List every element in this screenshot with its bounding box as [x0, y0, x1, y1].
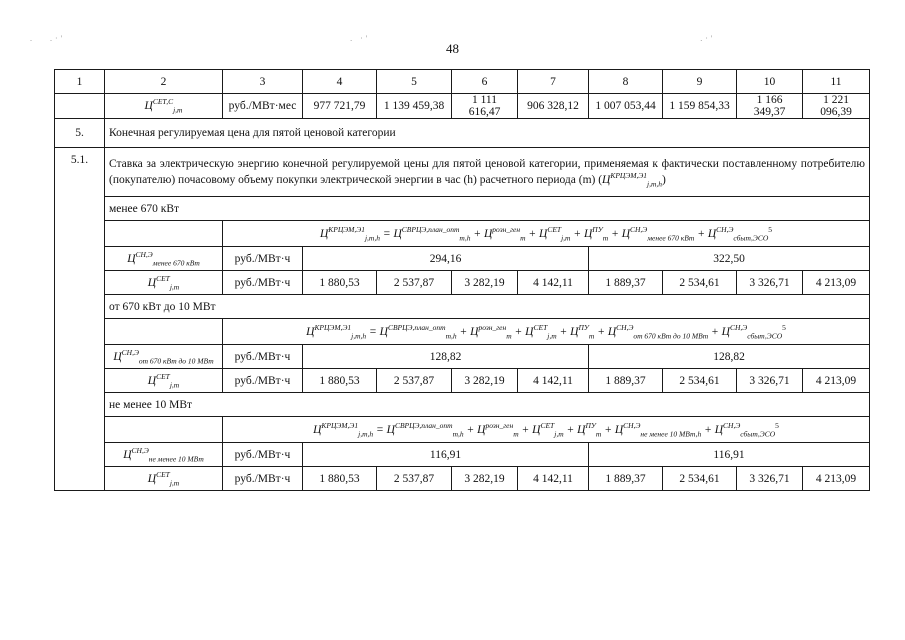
sn-value-half2: 128,82 — [589, 345, 870, 369]
header-cell: 9 — [663, 70, 737, 94]
value-cell: 2 537,87 — [377, 467, 452, 491]
header-cell: 1 — [55, 70, 105, 94]
scan-specks: . .·' . ·' .·' — [30, 34, 716, 43]
formula-row — [55, 417, 870, 443]
symbol-cell: $Ц^{СН,Э}_{от 670 кВт до 10 МВт}$ — [105, 345, 223, 369]
formula-row — [55, 319, 870, 345]
header-cell: 7 — [518, 70, 589, 94]
sn-value-half1: 128,82 — [303, 345, 589, 369]
value-cell: 906 328,12 — [518, 94, 589, 119]
page-number: 48 — [446, 41, 459, 56]
value-cell: 977 721,79 — [303, 94, 377, 119]
value-cell: 3 326,71 — [737, 369, 803, 393]
value-cell: 3 326,71 — [737, 467, 803, 491]
section-description — [105, 148, 870, 197]
value-cell: 1 007 053,44 — [589, 94, 663, 119]
value-cell: 3 326,71 — [737, 271, 803, 295]
formula-row — [55, 221, 870, 247]
group-label: менее 670 кВт — [105, 197, 870, 221]
header-cell: 11 — [803, 70, 870, 94]
value-cell: 2 534,61 — [663, 369, 737, 393]
empty-cell — [105, 417, 223, 443]
value-cell: 1 111 616,47 — [452, 94, 518, 119]
value-cell: 1 139 459,38 — [377, 94, 452, 119]
sn-row — [55, 247, 870, 271]
header-cell: 8 — [589, 70, 663, 94]
group-label: не менее 10 МВт — [105, 393, 870, 417]
symbol-sup: СЕТ,С — [152, 97, 174, 107]
unit-cell: руб./МВт·ч — [223, 271, 303, 295]
set-row — [55, 369, 870, 393]
value-cell: 1 889,37 — [589, 271, 663, 295]
value-cell: 4 142,11 — [518, 369, 589, 393]
value-cell: 1 880,53 — [303, 271, 377, 295]
symbol-cell: $Ц^{СН,Э}_{менее 670 кВт}$ — [105, 247, 223, 271]
section-description-end: ) — [662, 174, 666, 186]
value-cell: 3 282,19 — [452, 369, 518, 393]
value-cell: 2 534,61 — [663, 467, 737, 491]
empty-cell — [55, 94, 105, 119]
symbol-cell: $Ц^{СЕТ}_{j,m}$ — [105, 369, 223, 393]
symbol-cell: $Ц^{СН,Э}_{не менее 10 МВт}$ — [105, 443, 223, 467]
value-cell: 1 889,37 — [589, 369, 663, 393]
value-cell: 4 213,09 — [803, 467, 870, 491]
symbol-cell: $Ц^{СЕТ}_{j,m}$ — [105, 467, 223, 491]
cset-c-row — [55, 94, 870, 119]
formula: $Ц^{КРЦЭМ,Э1}_{j,m,h} = Ц^{СВРЦЭ,план\_опт}_{m,h} + Ц^{розн\_ген}_m + Ц^{СЕТ}_{j,m} + Ц^{ПУ}_m + Ц^{СН,Э}_{не менее 10 МВт,h} + Ц^{СН,Э}_{сбыт,ЭСО}^5$ — [223, 417, 870, 443]
unit-cell: руб./МВт·ч — [223, 443, 303, 467]
group-label-row — [55, 295, 870, 319]
header-cell: 6 — [452, 70, 518, 94]
header-cell: 2 — [105, 70, 223, 94]
value-cell: 4 142,11 — [518, 467, 589, 491]
unit-cell: руб./МВт·ч — [223, 369, 303, 393]
section-number: 5.1. — [55, 148, 105, 491]
symbol-cell: $Ц^{СЕТ}_{j,m}$ — [105, 271, 223, 295]
header-cell: 5 — [377, 70, 452, 94]
value-cell: 1 880,53 — [303, 369, 377, 393]
section-title: Конечная регулируемая цена для пятой ценовой категории — [105, 119, 870, 148]
group-label-row — [55, 393, 870, 417]
sn-row — [55, 443, 870, 467]
value-cell: 1 166 349,37 — [737, 94, 803, 119]
unit-cell: руб./МВт·ч — [223, 345, 303, 369]
header-cell: 10 — [737, 70, 803, 94]
header-cell: 4 — [303, 70, 377, 94]
tariff-table — [54, 69, 870, 491]
value-cell: 2 537,87 — [377, 271, 452, 295]
symbol-sup: КРЦЭМ,Э1 — [610, 171, 648, 181]
sn-value-half1: 116,91 — [303, 443, 589, 467]
header-cell: 3 — [223, 70, 303, 94]
empty-cell — [105, 319, 223, 345]
header-row — [55, 70, 870, 94]
value-cell: 2 537,87 — [377, 369, 452, 393]
value-cell: 4 213,09 — [803, 271, 870, 295]
formula: $Ц^{КРЦЭМ,Э1}_{j,m,h} = Ц^{СВРЦЭ,план\_опт}_{m,h} + Ц^{розн\_ген}_m + Ц^{СЕТ}_{j,m} + Ц^{ПУ}_m + Ц^{СН,Э}_{менее 670 кВт} + Ц^{СН,Э}_{сбыт,ЭСО}^5$ — [223, 221, 870, 247]
value-cell: 1 889,37 — [589, 467, 663, 491]
value-cell: 3 282,19 — [452, 271, 518, 295]
group-label: от 670 кВт до 10 МВт — [105, 295, 870, 319]
empty-cell — [105, 221, 223, 247]
symbol-cell — [105, 94, 223, 119]
group-label-row — [55, 197, 870, 221]
unit-cell: руб./МВт·ч — [223, 247, 303, 271]
sn-value-half2: 116,91 — [589, 443, 870, 467]
symbol-base: Ц — [144, 100, 153, 112]
sn-value-half2: 322,50 — [589, 247, 870, 271]
section-description-text: Ставка за электрическую энергию конечной регулируемой цены для пятой ценовой категории, применяемая к фактически поставленному потребителю (покупателю) почасовому объему покупки электрической энергии в час (h) расчетного периода (m) ( — [109, 158, 865, 186]
symbol-sub: j,m — [173, 105, 183, 115]
formula: $Ц^{КРЦЭМ,Э1}_{j,m,h} = Ц^{СВРЦЭ,план\_опт}_{m,h} + Ц^{розн\_ген}_m + Ц^{СЕТ}_{j,m} + Ц^{ПУ}_m + Ц^{СН,Э}_{от 670 кВт до 10 МВт} + Ц^{СН,Э}_{сбыт,ЭСО}^5$ — [223, 319, 870, 345]
value-cell: 3 282,19 — [452, 467, 518, 491]
section-number: 5. — [55, 119, 105, 148]
value-cell: 4 142,11 — [518, 271, 589, 295]
unit-cell: руб./МВт·мес — [223, 94, 303, 119]
value-cell: 4 213,09 — [803, 369, 870, 393]
value-cell: 1 221 096,39 — [803, 94, 870, 119]
section-5-1-row — [55, 148, 870, 197]
symbol-sub: j,m,h — [647, 179, 663, 189]
sn-value-half1: 294,16 — [303, 247, 589, 271]
unit-cell: руб./МВт·ч — [223, 467, 303, 491]
set-row — [55, 271, 870, 295]
sn-row — [55, 345, 870, 369]
value-cell: 2 534,61 — [663, 271, 737, 295]
value-cell: 1 880,53 — [303, 467, 377, 491]
value-cell: 1 159 854,33 — [663, 94, 737, 119]
section-5-row — [55, 119, 870, 148]
symbol-base: Ц — [602, 174, 611, 186]
set-row — [55, 467, 870, 491]
